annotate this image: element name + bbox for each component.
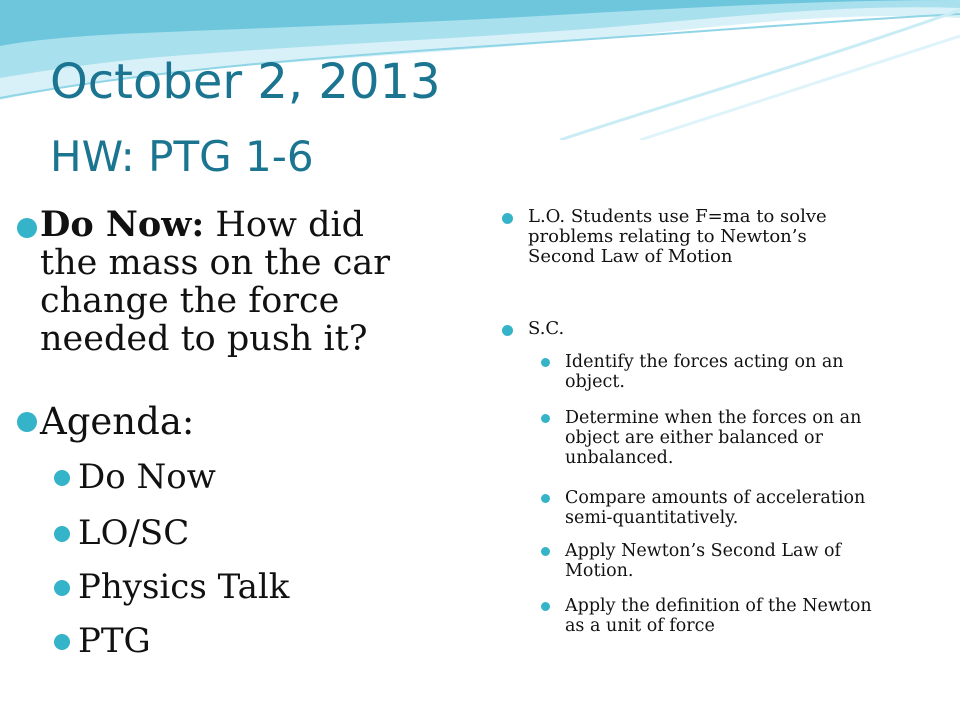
bullet-icon — [54, 526, 70, 542]
sc-item — [565, 352, 844, 392]
sc-item-line: Apply the definition of the Newton — [565, 596, 872, 616]
lo-line: L.O. Students use F=ma to solve — [528, 206, 827, 227]
agenda-item: Do Now — [78, 457, 216, 497]
sc-item-line: semi-quantitatively. — [565, 508, 739, 528]
sc-item — [565, 541, 841, 581]
sc-item-line: Apply Newton’s Second Law of — [565, 541, 842, 561]
bullet-icon — [541, 358, 550, 367]
do-now-line-2: the mass on the car — [40, 243, 390, 283]
sc-item — [565, 408, 861, 468]
do-now-line-4: needed to push it? — [40, 319, 368, 359]
wave-line-right-2 — [640, 36, 960, 140]
slide-title-date: October 2, 2013 — [50, 54, 441, 110]
bullet-icon — [17, 412, 37, 432]
sc-label: S.C. — [528, 318, 565, 339]
do-now-line-3: change the force — [40, 281, 340, 321]
do-now-text-1: How did — [204, 205, 365, 245]
slide-title-homework: HW: PTG 1-6 — [50, 132, 314, 181]
sc-item — [565, 488, 865, 528]
sc-item — [565, 596, 872, 636]
bullet-icon — [502, 325, 513, 336]
learning-objective — [528, 207, 827, 267]
bullet-icon — [541, 602, 550, 611]
lo-line: Second Law of Motion — [528, 246, 733, 267]
sc-item-line: unbalanced. — [565, 448, 674, 468]
bullet-icon — [541, 547, 550, 556]
sc-item-line: object are either balanced or — [565, 428, 823, 448]
bullet-icon — [541, 494, 550, 503]
agenda-label: Agenda: — [40, 400, 195, 443]
bullet-icon — [541, 414, 550, 423]
lo-line: problems relating to Newton’s — [528, 226, 807, 247]
sc-item-line: Motion. — [565, 561, 634, 581]
agenda-item: Physics Talk — [78, 567, 290, 607]
sc-item-line: object. — [565, 372, 625, 392]
agenda-item: LO/SC — [78, 513, 190, 553]
sc-item-line: Compare amounts of acceleration — [565, 488, 866, 508]
do-now-line-1 — [40, 206, 460, 244]
agenda-item: PTG — [78, 621, 151, 661]
sc-item-line: Identify the forces acting on an — [565, 352, 844, 372]
sc-item-line: as a unit of force — [565, 616, 715, 636]
sc-item-line: Determine when the forces on an — [565, 408, 862, 428]
bullet-icon — [54, 470, 70, 486]
do-now-label: Do Now: — [40, 204, 205, 245]
do-now-block — [40, 206, 460, 358]
bullet-icon — [54, 580, 70, 596]
bullet-icon — [54, 634, 70, 650]
bullet-icon — [502, 213, 513, 224]
bullet-icon — [17, 218, 37, 238]
